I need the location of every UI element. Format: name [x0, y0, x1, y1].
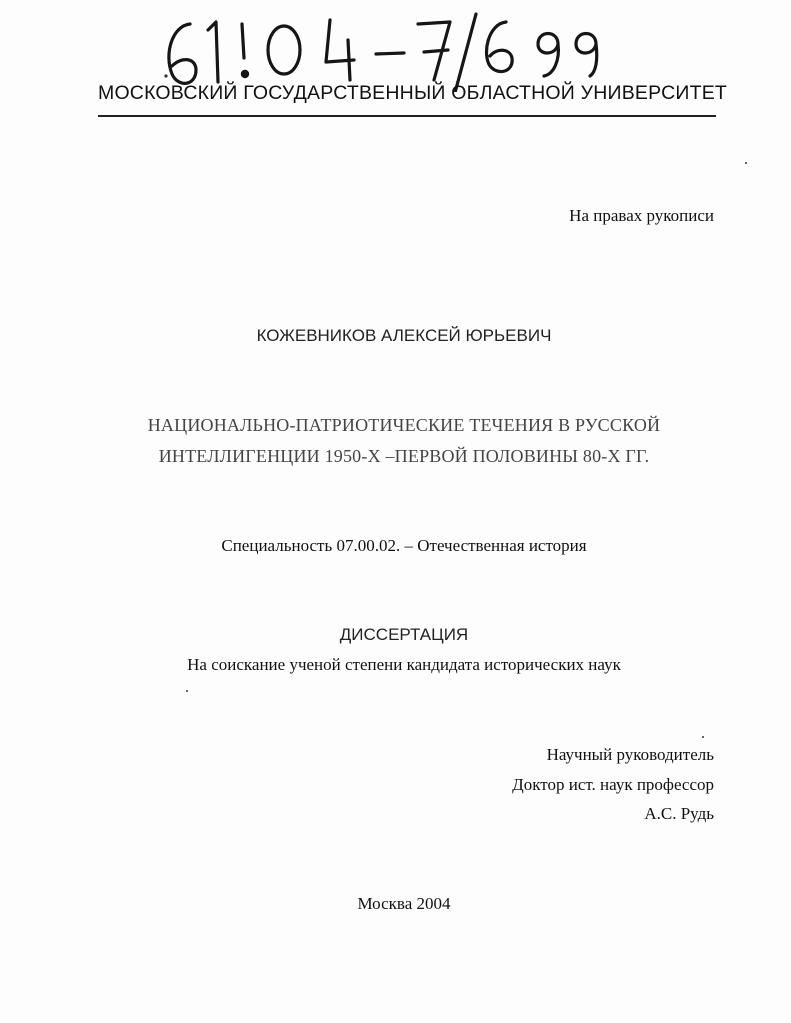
author-name: КОЖЕВНИКОВ АЛЕКСЕЙ ЮРЬЕВИЧ	[256, 326, 552, 345]
dissertation-title-line-1: НАЦИОНАЛЬНО-ПАТРИОТИЧЕСКИЕ ТЕЧЕНИЯ В РУССКОЙ	[147, 415, 661, 435]
dissertation-title-line-2: ИНТЕЛЛИГЕНЦИИ 1950-Х –ПЕРВОЙ ПОЛОВИНЫ 80-Х ГГ.	[158, 446, 650, 466]
advisor-role: Научный руководитель	[546, 745, 714, 764]
handwritten-code	[150, 4, 630, 92]
university-name: МОСКОВСКИЙ ГОСУДАРСТВЕННЫЙ ОБЛАСТНОЙ УНИВЕРСИТЕТ	[98, 82, 728, 104]
manuscript-rights-note: На правах рукописи	[569, 206, 714, 225]
specialty-line: Специальность 07.00.02. – Отечественная история	[221, 536, 587, 555]
scan-speck	[186, 690, 188, 692]
scan-speck	[702, 736, 704, 738]
city-year: Москва 2004	[357, 894, 451, 913]
header-divider	[98, 115, 716, 117]
scan-speck	[745, 162, 747, 164]
handwritten-code-drawing	[150, 4, 630, 92]
advisor-rank: Доктор ист. наук профессор	[512, 775, 714, 794]
document-type: ДИССЕРТАЦИЯ	[339, 625, 469, 644]
degree-line: На соискание ученой степени кандидата исторических наук	[187, 655, 621, 674]
advisor-name: А.С. Рудь	[644, 804, 714, 823]
